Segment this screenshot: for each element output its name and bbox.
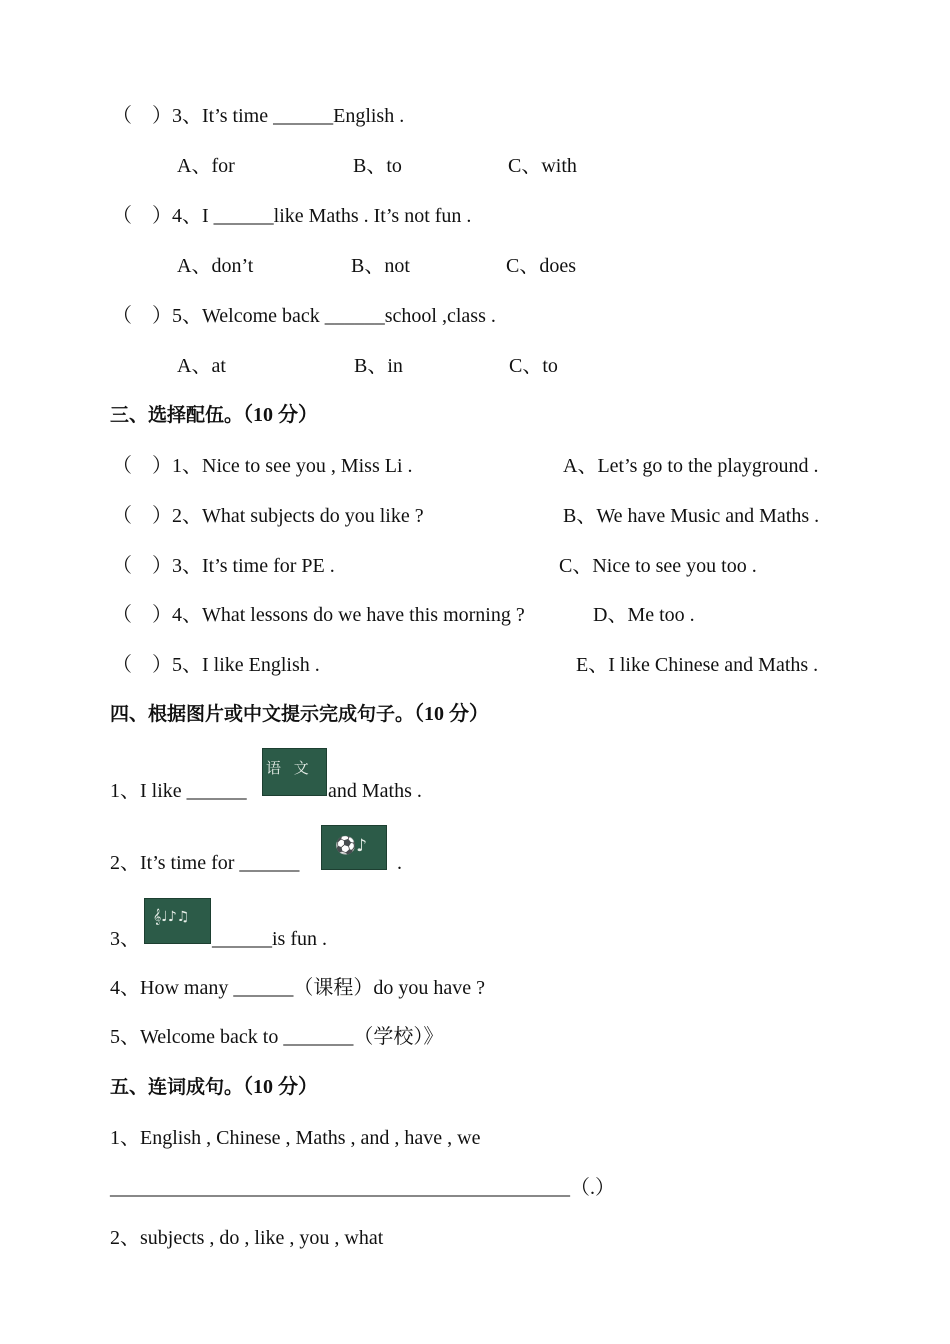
- option-c: C、with: [508, 155, 577, 177]
- fill-question-2-end: .: [397, 852, 402, 874]
- option-b: B、to: [353, 155, 402, 177]
- fill-question-4: 4、How many ______（课程）do you have ?: [110, 977, 485, 999]
- fill-question-2-start: 2、It’s time for ______: [110, 852, 300, 874]
- fill-question-5: 5、Welcome back to _______（学校）》: [110, 1026, 444, 1048]
- chinese-blackboard-image: 语 文: [262, 748, 327, 796]
- option-c: C、does: [506, 255, 576, 277]
- fill-question-1-start: 1、I like ______: [110, 780, 247, 802]
- option-a: A、at: [177, 355, 226, 377]
- question-3: （ ）3、It’s time ______English .: [112, 105, 405, 127]
- fill-question-3-start: 3、: [110, 928, 140, 950]
- option-a: A、for: [177, 155, 235, 177]
- match-left: （ ）3、It’s time for PE .: [112, 555, 335, 577]
- word-order-question-2: 2、subjects , do , like , you , what: [110, 1227, 384, 1249]
- match-right: D、Me too .: [593, 604, 695, 626]
- match-left: （ ）4、What lessons do we have this morning ?: [112, 604, 525, 626]
- match-left: （ ）2、What subjects do you like ?: [112, 505, 424, 527]
- match-left: （ ）1、Nice to see you , Miss Li .: [112, 455, 413, 477]
- question-4: （ ）4、I ______like Maths . It’s not fun .: [112, 205, 472, 227]
- music-blackboard-image: 𝄞♩♪♫: [144, 898, 211, 944]
- section-5-heading: 五、连词成句。（10 分）: [110, 1076, 319, 1098]
- question-5: （ ）5、Welcome back ______school ,class .: [112, 305, 496, 327]
- match-right: B、We have Music and Maths .: [563, 505, 820, 527]
- match-right: C、Nice to see you too .: [559, 555, 757, 577]
- section-3-heading: 三、选择配伍。（10 分）: [110, 404, 319, 426]
- option-c: C、to: [509, 355, 558, 377]
- section-4-heading: 四、根据图片或中文提示完成句子。（10 分）: [110, 703, 490, 725]
- word-order-question-1: 1、English , Chinese , Maths , and , have , we: [110, 1127, 481, 1149]
- match-right: A、Let’s go to the playground .: [563, 455, 819, 477]
- fill-question-1-end: and Maths .: [328, 780, 422, 802]
- option-b: B、not: [351, 255, 410, 277]
- match-right: E、I like Chinese and Maths .: [576, 654, 819, 676]
- match-left: （ ）5、I like English .: [112, 654, 320, 676]
- fill-question-3-end: ______is fun .: [212, 928, 327, 950]
- pe-blackboard-image: ⚽♪: [321, 825, 387, 870]
- answer-line: ______________________________________________（.）: [110, 1177, 615, 1199]
- option-b: B、in: [354, 355, 403, 377]
- option-a: A、don’t: [177, 255, 254, 277]
